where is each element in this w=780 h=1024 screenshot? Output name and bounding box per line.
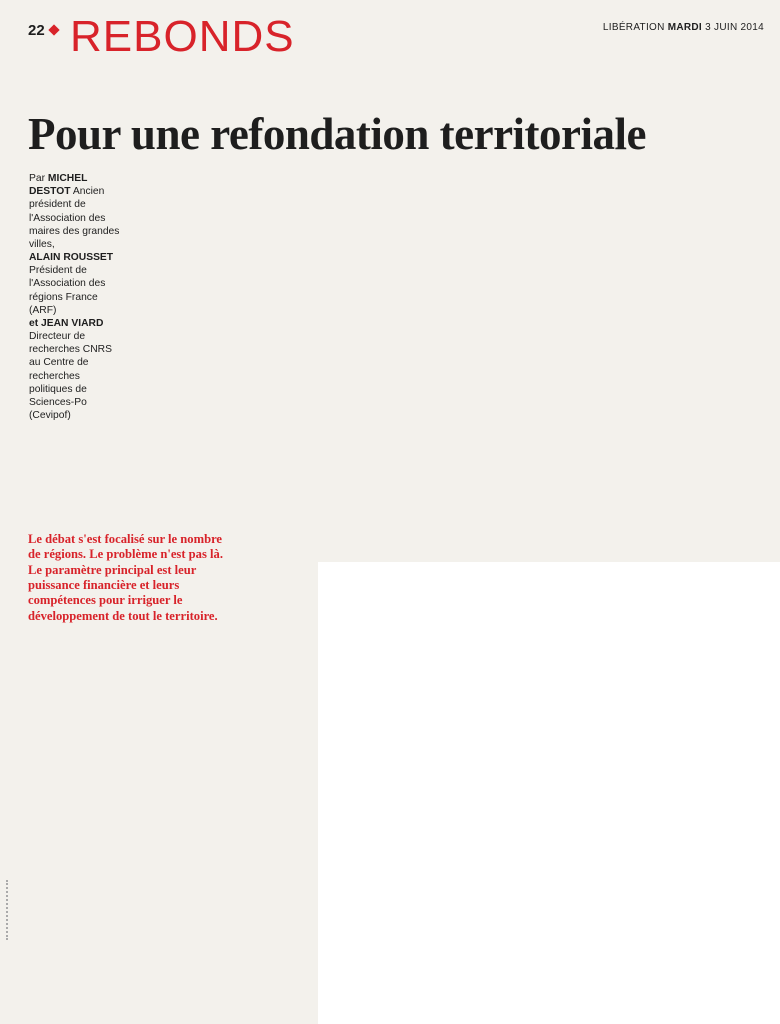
page-number: 22	[28, 22, 45, 39]
section-title: REBONDS	[70, 12, 295, 61]
article-title: Pour une refondation territoriale	[28, 109, 646, 159]
author-role: Directeur de recherches CNRS au Centre de recherches politiques de Sciences-Po (Cevipof)	[29, 331, 112, 422]
date: 3 JUIN 2014	[705, 22, 764, 33]
blank-area	[318, 562, 780, 1024]
pull-quote: Le débat s'est focalisé sur le nombre de régions. Le problème n'est pas là. Le paramètre principal est leur puissance financière et leurs compétences pour irriguer le développement de tout le territoire.	[28, 532, 223, 623]
author-role: Ancien président de l'Association des maires des grandes villes,	[29, 186, 120, 250]
author-name: et JEAN VIARD	[29, 317, 104, 329]
margin-dots	[6, 880, 11, 940]
author-name: MICHEL DESTOT	[29, 173, 88, 198]
author-role: Président de l'Association des régions France (ARF)	[29, 265, 106, 316]
author-name: ALAIN ROUSSET	[29, 252, 114, 264]
byline: Par MICHEL DESTOT Ancien président de l'Association des maires des grandes villes, ALAIN ROUSSET Président de l'Association des régions France (ARF) et JEAN VIARD Directeur de recherches CNRS au Centre de recherches politiques de Sciences-Po (Cevipof)	[29, 173, 120, 422]
diamond-icon	[48, 24, 59, 35]
masthead	[0, 0, 780, 70]
weekday: MARDI	[667, 22, 703, 33]
publication-name: LIBÉRATION	[602, 22, 665, 33]
publication-date	[603, 22, 764, 33]
